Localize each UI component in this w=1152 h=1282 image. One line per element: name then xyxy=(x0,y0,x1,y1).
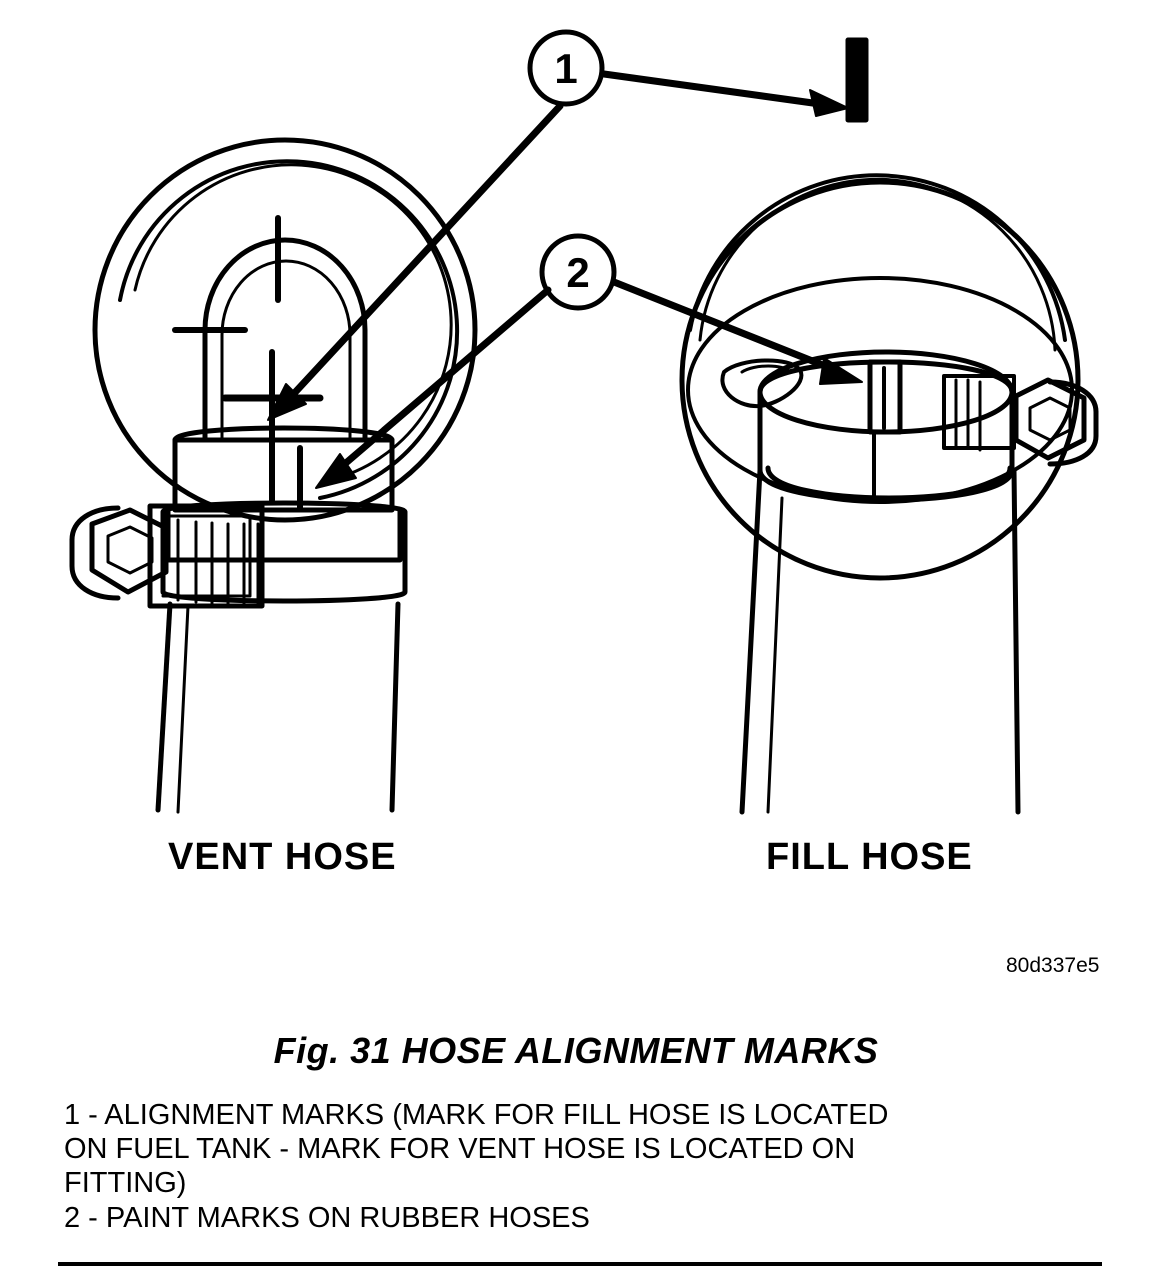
legend-line: ON FUEL TANK - MARK FOR VENT HOSE IS LOCATED ON xyxy=(64,1133,856,1166)
legend-line: FITTING) xyxy=(64,1167,187,1200)
legend-line: 1 - ALIGNMENT MARKS (MARK FOR FILL HOSE IS LOCATED xyxy=(64,1099,889,1131)
callout-2-number: 2 xyxy=(566,249,590,296)
alignment-mark-detail xyxy=(848,40,866,120)
fill-hose-label: FILL HOSE xyxy=(766,836,973,878)
page-divider xyxy=(58,1262,1102,1266)
fill-hose-assembly xyxy=(682,175,1096,812)
vent-hose-assembly xyxy=(72,140,475,812)
figure-code: 80d337e5 xyxy=(1006,954,1100,977)
legend-line: 2 - PAINT MARKS ON RUBBER HOSES xyxy=(64,1201,590,1234)
figure-title: Fig. 31 HOSE ALIGNMENT MARKS xyxy=(273,1030,879,1071)
vent-hose-label: VENT HOSE xyxy=(168,836,397,878)
figure-legend xyxy=(64,1098,1094,1235)
callout-1-number: 1 xyxy=(554,45,578,92)
